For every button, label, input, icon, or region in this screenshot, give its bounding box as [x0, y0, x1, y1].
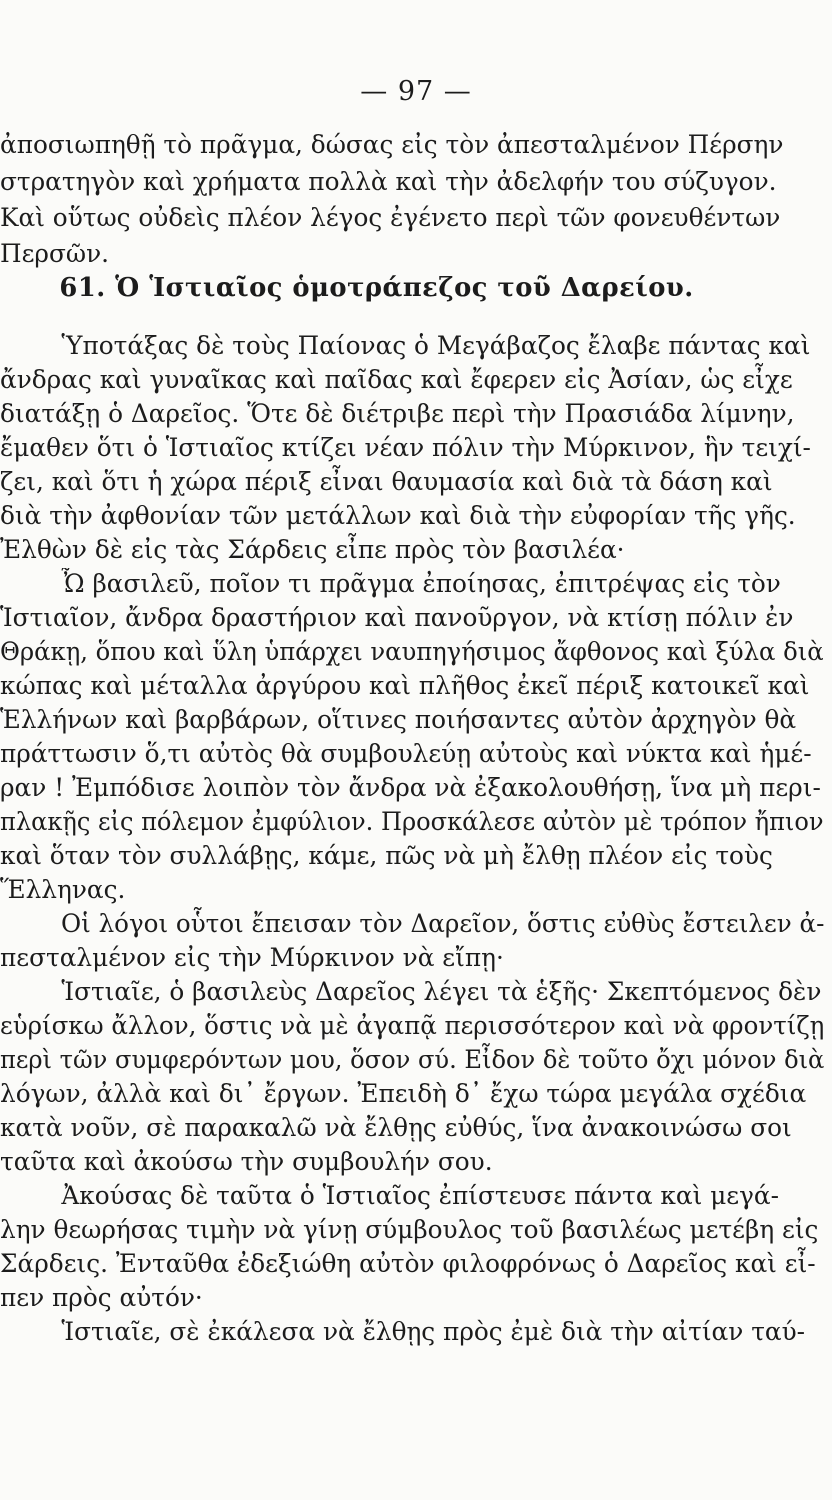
text-line: πλακῇς εἰς πόλεμον ἐμφύλιον. Προσκάλεσε αὐτὸν μὲ τρόπον ἤπιον: [0, 807, 824, 836]
section-heading: 61. Ὁ Ἱστιαῖος ὁμοτράπεζος τοῦ Δαρείου.: [59, 273, 694, 303]
text-line: κατὰ νοῦν, σὲ παρακαλῶ νὰ ἔλθῃς εὐθύς, ἵνα ἀνακοινώσω σοι: [0, 1113, 792, 1142]
text-line: Ὦ βασιλεῦ, ποῖον τι πρᾶγμα ἐποίησας, ἐπιτρέψας εἰς τὸν: [61, 569, 781, 598]
text-line: περὶ τῶν συμφερόντων μου, ὅσον σύ. Εἶδον δὲ τοῦτο ὄχι μόνον διὰ: [0, 1045, 825, 1074]
text-line: Ἕλληνας.: [0, 875, 126, 904]
text-line: ζει, καὶ ὅτι ἡ χώρα πέριξ εἶναι θαυμασία καὶ διὰ τὰ δάση καὶ: [0, 467, 773, 496]
text-line: πεν πρὸς αὐτόν·: [0, 1283, 203, 1312]
text-line: Ἐλθὼν δὲ εἰς τὰς Σάρδεις εἶπε πρὸς τὸν βασιλέα·: [0, 535, 625, 564]
text-line: διὰ τὴν ἀφθονίαν τῶν μετάλλων καὶ διὰ τὴν εὐφορίαν τῆς γῆς.: [0, 501, 796, 530]
text-line: Καὶ οὕτως οὐδεὶς πλέον λέγος ἐγένετο περὶ τῶν φονευθέντων: [0, 203, 781, 232]
text-line: στρατηγὸν καὶ χρήματα πολλὰ καὶ τὴν ἀδελφήν του σύζυγον.: [0, 167, 777, 196]
text-line: λόγων, ἀλλὰ καὶ δι᾽ ἔργων. Ἐπειδὴ δ᾽ ἔχω τώρα μεγάλα σχέδια: [0, 1079, 807, 1108]
text-line: Οἱ λόγοι οὗτοι ἔπεισαν τὸν Δαρεῖον, ὅστις εὐθὺς ἔστειλεν ἀ-: [60, 909, 825, 938]
text-line: Ἀκούσας δὲ ταῦτα ὁ Ἱστιαῖος ἐπίστευσε πάντα καὶ μεγά-: [61, 1181, 780, 1210]
text-line: διατάξῃ ὁ Δαρεῖος. Ὅτε δὲ διέτριβε περὶ τὴν Πρασιάδα λίμνην,: [0, 399, 795, 428]
text-line: κώπας καὶ μέταλλα ἀργύρου καὶ πλῆθος ἐκεῖ πέριξ κατοικεῖ καὶ: [0, 671, 810, 700]
text-line: Ἱστιαῖε, ὁ βασιλεὺς Δαρεῖος λέγει τὰ ἑξῆς· Σκεπτόμενος δὲν: [61, 977, 822, 1006]
text-line: Ἑλλήνων καὶ βαρβάρων, οἵτινες ποιήσαντες αὐτὸν ἀρχηγὸν θὰ: [0, 705, 797, 734]
text-line: Ὑποτάξας δὲ τοὺς Παίονας ὁ Μεγάβαζος ἔλαβε πάντας καὶ: [61, 331, 811, 360]
text-line: Σάρδεις. Ἐνταῦθα ἐδεξιώθη αὐτὸν φιλοφρόνως ὁ Δαρεῖος καὶ εἶ-: [0, 1249, 816, 1278]
text-line: ταῦτα καὶ ἀκούσω τὴν συμβουλήν σου.: [0, 1147, 493, 1176]
text-line: Ἱστιαῖε, σὲ ἐκάλεσα νὰ ἔλθῃς πρὸς ἐμὲ διὰ τὴν αἰτίαν ταύ-: [61, 1317, 806, 1346]
text-line: καὶ ὅταν τὸν συλλάβῃς, κάμε, πῶς νὰ μὴ ἔλθῃ πλέον εἰς τοὺς: [0, 841, 773, 870]
text-line: λην θεωρήσας τιμὴν νὰ γίνῃ σύμβουλος τοῦ βασιλέως μετέβη εἰς: [0, 1215, 819, 1244]
text-line: ἀποσιωπηθῇ τὸ πρᾶγμα, δώσας εἰς τὸν ἀπεσταλμένον Πέρσην: [0, 130, 784, 159]
text-line: ραν ! Ἐμπόδισε λοιπὸν τὸν ἄνδρα νὰ ἐξακολουθήσῃ, ἵνα μὴ περι-: [0, 773, 821, 802]
text-line: ἔμαθεν ὅτι ὁ Ἱστιαῖος κτίζει νέαν πόλιν τὴν Μύρκινον, ἣν τειχί-: [0, 433, 811, 462]
text-line: πράττωσιν ὅ,τι αὐτὸς θὰ συμβουλεύῃ αὐτοὺς καὶ νύκτα καὶ ἡμέ-: [0, 739, 812, 768]
text-line: Ἱστιαῖον, ἄνδρα δραστήριον καὶ πανοῦργον, νὰ κτίσῃ πόλιν ἐν: [0, 603, 794, 632]
text-line: πεσταλμένον εἰς τὴν Μύρκινον νὰ εἴπῃ·: [0, 943, 504, 972]
text-line: ἄνδρας καὶ γυναῖκας καὶ παῖδας καὶ ἔφερεν εἰς Ἀσίαν, ὡς εἶχε: [0, 365, 793, 394]
text-line: Περσῶν.: [0, 239, 109, 268]
page-number: — 97 —: [360, 76, 472, 107]
text-line: Θράκῃ, ὅπου καὶ ὕλη ὑπάρχει ναυπηγήσιμος ἄφθονος καὶ ξύλα διὰ: [0, 637, 824, 666]
text-line: εὑρίσκω ἄλλον, ὅστις νὰ μὲ ἀγαπᾷ περισσότερον καὶ νὰ φροντίζῃ: [0, 1011, 825, 1040]
